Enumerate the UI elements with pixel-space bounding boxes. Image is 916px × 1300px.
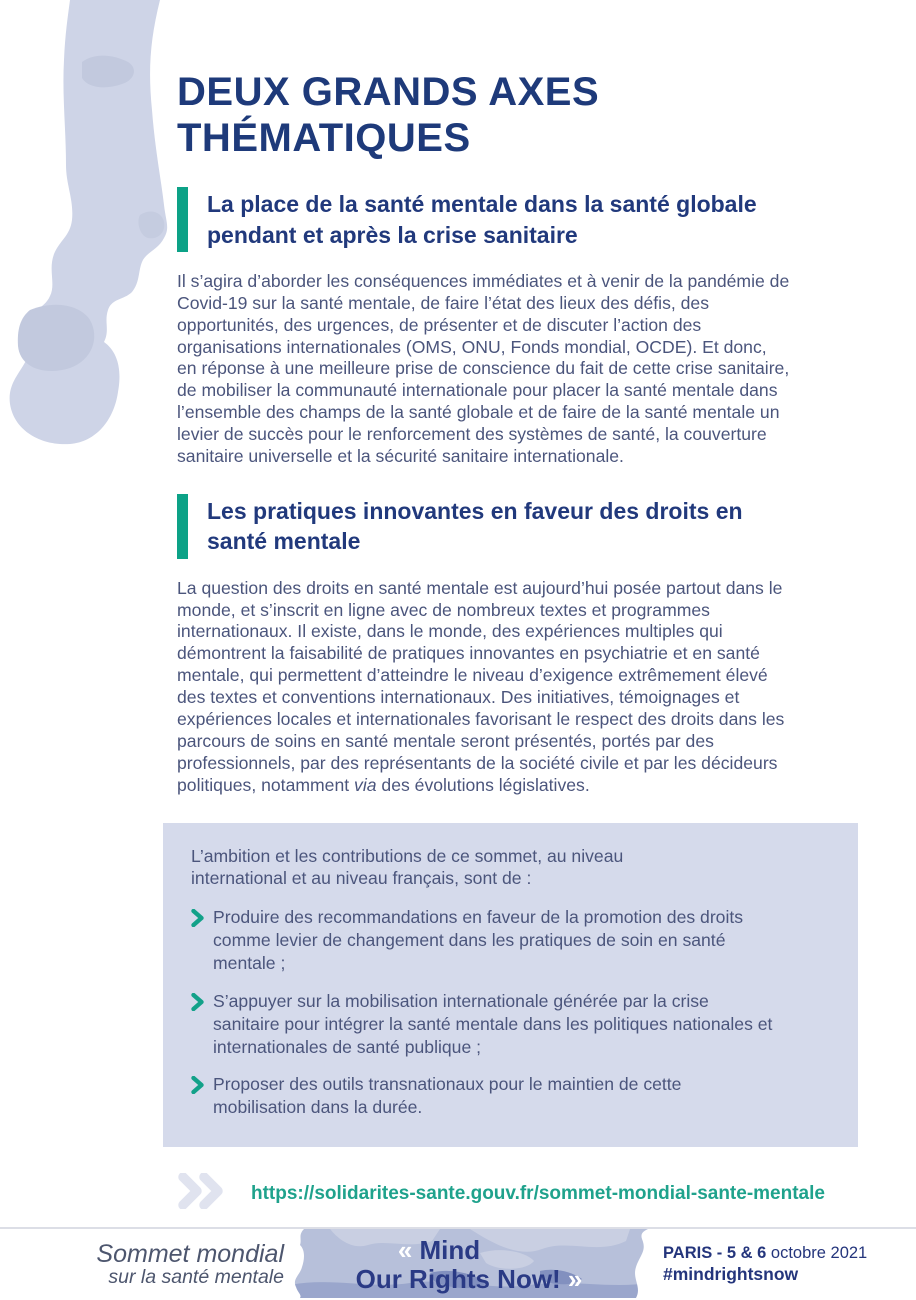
close-guillemet: »	[560, 1263, 583, 1294]
slogan	[290, 1229, 648, 1300]
event-city-date: PARIS - 5 & 6	[663, 1244, 767, 1263]
event-month-year: octobre 2021	[766, 1244, 868, 1263]
list-item	[191, 990, 832, 1059]
body-text: des évolutions législatives.	[376, 774, 590, 795]
footer-event-info	[648, 1229, 916, 1300]
footer-banner	[290, 1229, 648, 1300]
main-content	[163, 70, 860, 1214]
section-innovative-practices	[163, 494, 860, 797]
slogan-line-1: Mind	[419, 1234, 481, 1265]
footer-brand	[0, 1229, 290, 1300]
footer	[0, 1227, 916, 1300]
section-global-health	[163, 187, 860, 468]
summit-url-link[interactable]: https://solidarites-sante.gouv.fr/sommet-mondial-sante-mentale	[251, 1182, 825, 1204]
decorative-silhouette	[0, 0, 180, 450]
event-date	[663, 1243, 916, 1264]
open-guillemet: «	[397, 1234, 420, 1265]
chevron-right-icon	[191, 990, 204, 1059]
ambition-box	[163, 823, 858, 1148]
ambition-intro: L’ambition et les contributions de ce sommet, au niveau international et au niveau français, sont de :	[191, 845, 624, 889]
list-item	[191, 1073, 832, 1119]
bullet-text: S’appuyer sur la mobilisation internationale générée par la crise sanitaire pour intégrer la santé mentale dans les politiques nationales et internationales de santé publique ;	[213, 990, 773, 1057]
section-body: Il s’agira d’aborder les conséquences immédiates et à venir de la pandémie de Covid-19 sur la santé mentale, de faire l’état des lieux des défis, des opportunités, des urgences, de présenter et de discuter l’action des organisations internationales (OMS, ONU, Fonds mondial, OCDE). Et donc, en réponse à une meilleure prise de conscience du fait de cette crise sanitaire, de mobiliser la communauté internationale pour placer la santé mentale dans l’ensemble des champs de la santé globale et de faire de la santé mentale un levier de succès pour le renforcement des systèmes de santé, la couverture sanitaire universelle et la sécurité sanitaire internationale.	[177, 270, 790, 467]
slogan-line-2: Our Rights Now!	[355, 1263, 561, 1294]
section-body	[177, 578, 791, 797]
bullet-text: Produire des recommandations en faveur de la promotion des droits comme levier de changement dans les pratiques de soin en santé mentale ;	[213, 907, 744, 973]
page-title: DEUX GRANDS AXES THÉMATIQUES	[177, 70, 600, 160]
brand-line-1: Sommet mondial	[96, 1239, 284, 1268]
body-text: La question des droits en santé mentale est aujourd’hui posée partout dans le monde, et s’inscrit en ligne avec de nombreux textes et programmes internationaux. Il existe, dans le monde, des expériences multiples qui démontrent la faisabilité de pratiques innovantes en psychiatrie et en santé mentale, qui permettent d’atteindre le niveau d’exigence extrêmement élevé des textes et conventions internationaux. Des initiatives, témoignages et expériences locales et internationales favorisant le respect des droits dans les parcours de soins en santé mentale seront présentés, portés par des professionnels, par des représentants de la société civile et par les décideurs politiques, notamment	[177, 577, 785, 795]
brand-line-2: sur la santé mentale	[108, 1265, 284, 1288]
double-chevron-right-icon	[177, 1173, 231, 1214]
bullet-text: Proposer des outils transnationaux pour le maintien de cette mobilisation dans la durée.	[213, 1074, 682, 1118]
accent-bar	[177, 494, 188, 559]
summit-link-row	[177, 1173, 860, 1214]
list-item	[191, 906, 832, 975]
chevron-right-icon	[191, 1073, 204, 1119]
accent-bar	[177, 187, 188, 252]
section-heading: Les pratiques innovantes en faveur des droits en santé mentale	[207, 497, 743, 555]
chevron-right-icon	[191, 906, 204, 975]
event-hashtag: #mindrightsnow	[663, 1263, 799, 1284]
body-italic-word: via	[354, 774, 377, 795]
section-heading: La place de la santé mentale dans la santé globale pendant et après la crise sanitaire	[207, 191, 757, 248]
